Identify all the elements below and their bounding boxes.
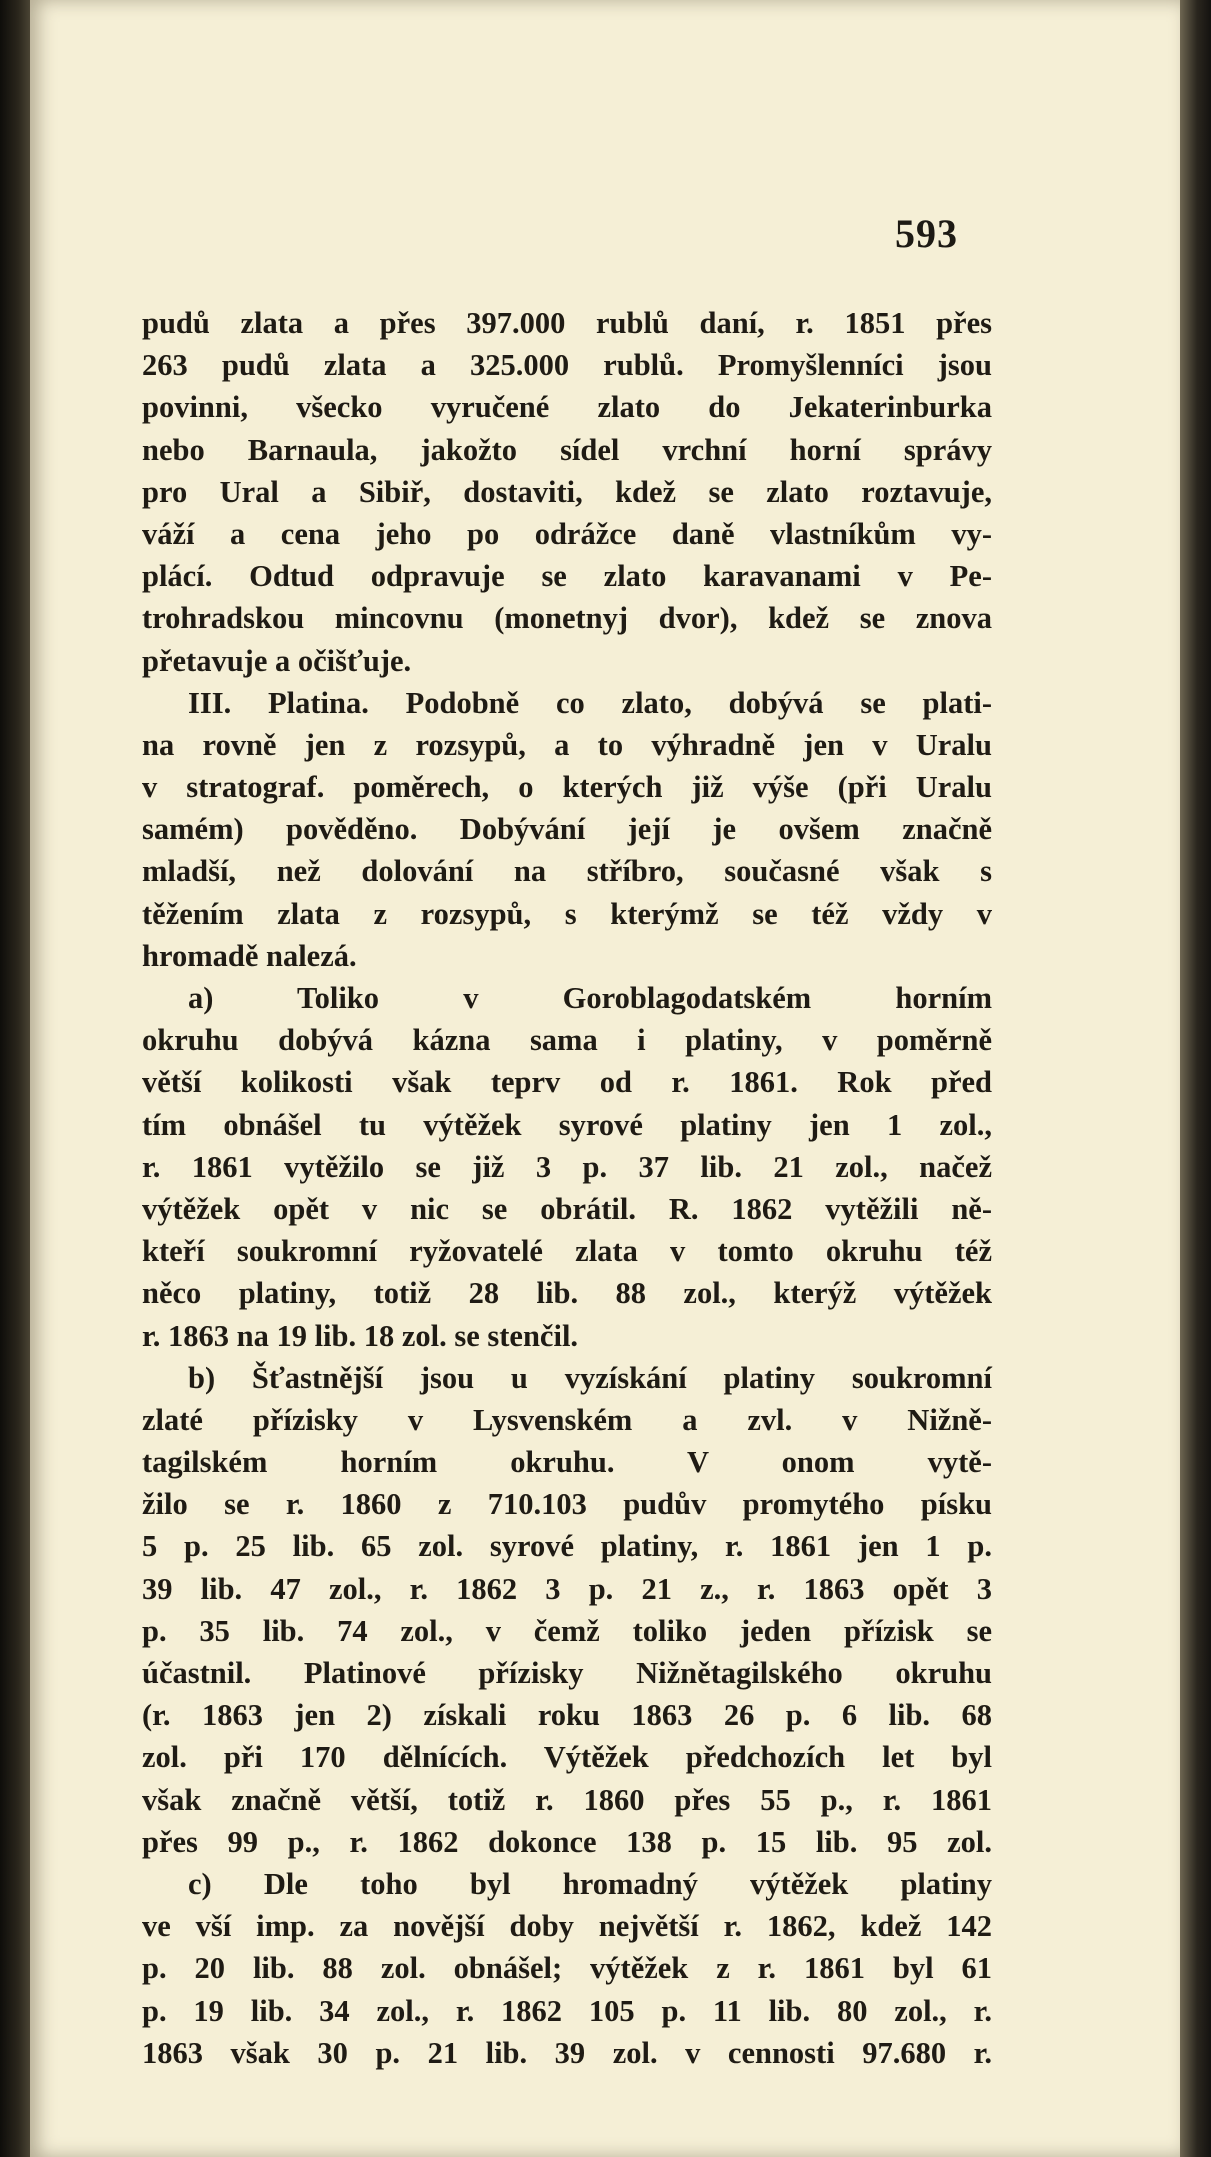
text-line: účastnil. Platinové přízisky Nižnětagilského okruhu — [142, 1656, 992, 1690]
text-line: b) Šťastnější jsou u vyzískání platiny soukromní — [188, 1360, 992, 1395]
text-line: pudů zlata a přes 397.000 rublů daní, r. 1851 přes — [142, 306, 992, 340]
text-line: na rovně jen z rozsypů, a to výhradně jen v Uralu — [142, 727, 992, 762]
text-line: přetavuje a očišťuje. — [142, 643, 412, 678]
text-line: p. 19 lib. 34 zol., r. 1862 105 p. 11 lib. 80 zol., r. — [142, 1993, 992, 2028]
text-line: mladší, než dolování na stříbro, současné však s — [142, 854, 992, 889]
text-line: tím obnášel tu výtěžek syrové platiny jen 1 zol., — [142, 1107, 992, 1142]
text-line: c) Dle toho byl hromadný výtěžek platiny — [188, 1866, 992, 1901]
text-line: p. 20 lib. 88 zol. obnášel; výtěžek z r. 1861 byl 61 — [142, 1951, 992, 1986]
text-line: však značně větší, totiž r. 1860 přes 55 p., r. 1861 — [142, 1782, 992, 1817]
text-line: r. 1861 vytěžilo se již 3 p. 37 lib. 21 zol., načež — [142, 1149, 992, 1184]
text-line: (r. 1863 jen 2) získali roku 1863 26 p. 6 lib. 68 — [142, 1698, 992, 1733]
text-line: žilo se r. 1860 z 710.103 pudův promytého písku — [142, 1487, 992, 1522]
text-line: 1863 však 30 p. 21 lib. 39 zol. v cennosti 97.680 r. — [142, 2035, 992, 2070]
text-line: přes 99 p., r. 1862 dokonce 138 p. 15 lib. 95 zol. — [142, 1824, 992, 1859]
text-line: povinni, všecko vyručené zlato do Jekaterinburka — [142, 390, 992, 425]
text-line: kteří soukromní ryžovatelé zlata v tomto okruhu též — [142, 1234, 992, 1269]
text-line: zol. při 170 dělnících. Výtěžek předchozích let byl — [142, 1740, 992, 1775]
text-line: p. 35 lib. 74 zol., v čemž toliko jeden přízisk se — [142, 1613, 992, 1648]
text-line: 39 lib. 47 zol., r. 1862 3 p. 21 z., r. 1863 opět 3 — [142, 1571, 992, 1606]
text-line: trohradskou mincovnu (monetnyj dvor), kdež se znova — [142, 601, 992, 636]
book-page — [30, 0, 1180, 2157]
page-number: 593 — [895, 211, 958, 256]
text-line: nebo Barnaula, jakožto sídel vrchní horní správy — [142, 432, 992, 467]
text-line: okruhu dobývá kázna sama i platiny, v poměrně — [142, 1023, 992, 1058]
text-line: těžením zlata z rozsypů, s kterýmž se též vždy v — [142, 896, 992, 931]
text-line: III. Platina. Podobně co zlato, dobývá se plati- — [188, 685, 992, 720]
text-line: 263 pudů zlata a 325.000 rublů. Promyšlenníci jsou — [142, 348, 992, 383]
text-line: zlaté přízisky v Lysvenském a zvl. v Nižně- — [142, 1402, 992, 1437]
text-line: v stratograf. poměrech, o kterých již výše (při Uralu — [142, 770, 992, 805]
text-line: větší kolikosti však teprv od r. 1861. Rok před — [142, 1065, 992, 1100]
text-line: výtěžek opět v nic se obrátil. R. 1862 vytěžili ně- — [142, 1191, 992, 1226]
scan-left-edge — [0, 0, 30, 2157]
text-line: r. 1863 na 19 lib. 18 zol. se stenčil. — [142, 1318, 579, 1353]
text-line: váží a cena jeho po odrážce daně vlastníkům vy- — [142, 516, 992, 551]
text-line: plácí. Odtud odpravuje se zlato karavanami v Pe- — [142, 559, 992, 594]
text-line: samém) pověděno. Dobývání její je ovšem značně — [142, 812, 992, 847]
scan-right-edge — [1180, 0, 1211, 2157]
text-line: 5 p. 25 lib. 65 zol. syrové platiny, r. 1861 jen 1 p. — [142, 1529, 992, 1564]
text-line: něco platiny, totiž 28 lib. 88 zol., kterýž výtěžek — [142, 1276, 992, 1311]
text-line: ve vší imp. za novější doby největší r. 1862, kdež 142 — [142, 1909, 992, 1944]
text-line: hromadě nalezá. — [142, 938, 357, 973]
text-line: pro Ural a Sibiř, dostaviti, kdež se zlato roztavuje, — [142, 474, 992, 509]
text-line: a) Toliko v Goroblagodatském horním — [188, 981, 992, 1015]
page-text — [142, 302, 992, 2074]
text-line: tagilském horním okruhu. V onom vytě- — [142, 1445, 992, 1480]
